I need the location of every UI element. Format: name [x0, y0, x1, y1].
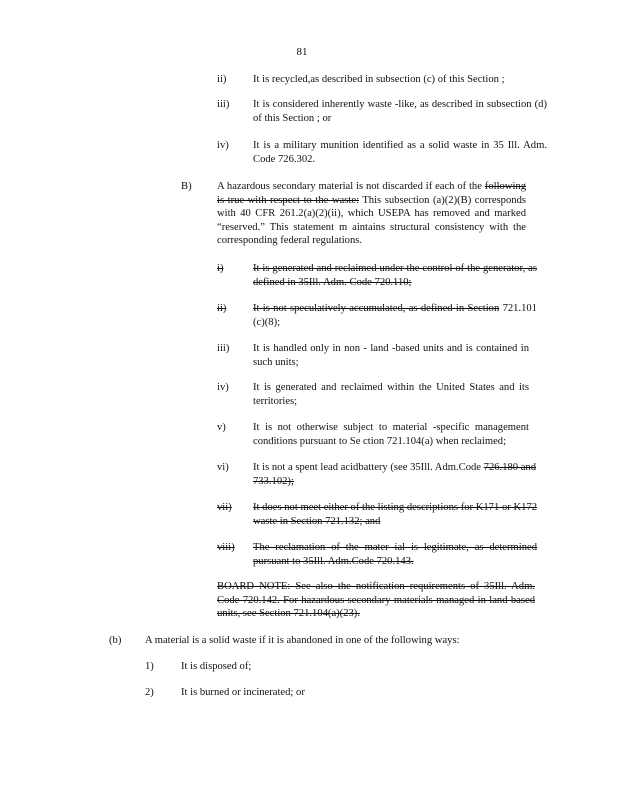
item-text: It is burned or incinerated; or	[181, 687, 305, 698]
paragraph-text-plain: A hazardous secondary material is not discarded if each of the	[217, 181, 482, 192]
paragraph-text: A material is a solid waste if it is abandoned in one of the following ways:	[145, 635, 460, 646]
condition-item	[217, 381, 547, 411]
list-item	[217, 98, 547, 128]
item-label: i)	[217, 263, 224, 274]
item-text: It is considered inherently waste -like, as described in subsection (d) of this Section ; or	[253, 99, 547, 124]
struck-text: It is not speculatively accumulated, as defined in Section	[253, 303, 500, 314]
struck-text: following is true with respect to the waste:	[217, 181, 526, 206]
condition-item	[217, 262, 547, 292]
item-label: ii)	[217, 74, 227, 85]
board-note	[217, 580, 537, 624]
item-text: It is generated and reclaimed under the control of the generator, as defined in 35Ill. Adm. Code 720.110;	[253, 263, 537, 288]
item-text: It is not otherwise subject to material -specific management conditions pursuant to Se ction 721.104(a) when reclaimed;	[253, 422, 529, 447]
list-item	[145, 686, 445, 702]
condition-item	[217, 421, 547, 451]
page-number: 81	[296, 46, 308, 58]
item-label: 2)	[145, 687, 154, 698]
board-note-text: BOARD NOTE: See also the notification requirements of 35Ill. Adm. Code 720.142. For hazardous secondary materials managed in land based units, see Section 721.104(a)(23).	[217, 581, 535, 620]
item-label: vii)	[217, 502, 232, 513]
item-text: It is generated and reclaimed within the United States and its territories;	[253, 382, 529, 407]
paragraph-text	[217, 180, 526, 248]
plain-text: It is not a spent lead acidbattery (see 35Ill. Adm.Code	[253, 462, 481, 473]
item-text: It is recycled,as described in subsection (c) of this Section ;	[253, 74, 505, 85]
item-text: It does not meet either of the listing descriptions for K171 or K172 waste in Section 721.132; and	[253, 502, 537, 527]
item-label: v)	[217, 422, 226, 433]
item-label: 1)	[145, 661, 154, 672]
list-item	[217, 73, 547, 89]
condition-item	[217, 342, 547, 372]
paragraph-text-plain: This subsection (a)(2)(B) corresponds with 40 CFR 261.2(a)(2)(ii), which USEPA has removed and marked “reserved.” This statement m aintains structural consistency with the corresponding federal regulations.	[217, 194, 526, 247]
condition-item	[217, 461, 547, 491]
condition-item	[217, 501, 547, 531]
item-text: It is a military munition identified as a solid waste in 35 Ill. Adm. Code 726.302.	[253, 140, 547, 165]
paragraph-b-lower	[109, 634, 539, 650]
item-text: The reclamation of the mater ial is legitimate, as determined pursuant to 35Ill. Adm.Code 720.143.	[253, 542, 537, 567]
item-text	[253, 302, 537, 329]
item-text: It is disposed of;	[181, 661, 252, 672]
item-label: viii)	[217, 542, 235, 553]
struck-text: 726.180 and 733.102);	[253, 462, 537, 487]
list-item	[145, 660, 445, 676]
item-label: ii)	[217, 303, 227, 314]
paragraph-b	[181, 180, 526, 250]
item-text	[253, 461, 537, 488]
paragraph-label: B)	[181, 181, 192, 192]
paragraph-label: (b)	[109, 635, 122, 646]
item-label: iv)	[217, 382, 229, 393]
item-label: iii)	[217, 99, 230, 110]
list-item	[217, 139, 547, 169]
item-label: iv)	[217, 140, 229, 151]
condition-item	[217, 302, 547, 332]
item-label: iii)	[217, 343, 230, 354]
condition-item	[217, 541, 547, 571]
item-label: vi)	[217, 462, 229, 473]
plain-text: 721.101 (c)(8);	[253, 303, 537, 328]
item-text: It is handled only in non - land -based units and is contained in such units;	[253, 343, 529, 368]
